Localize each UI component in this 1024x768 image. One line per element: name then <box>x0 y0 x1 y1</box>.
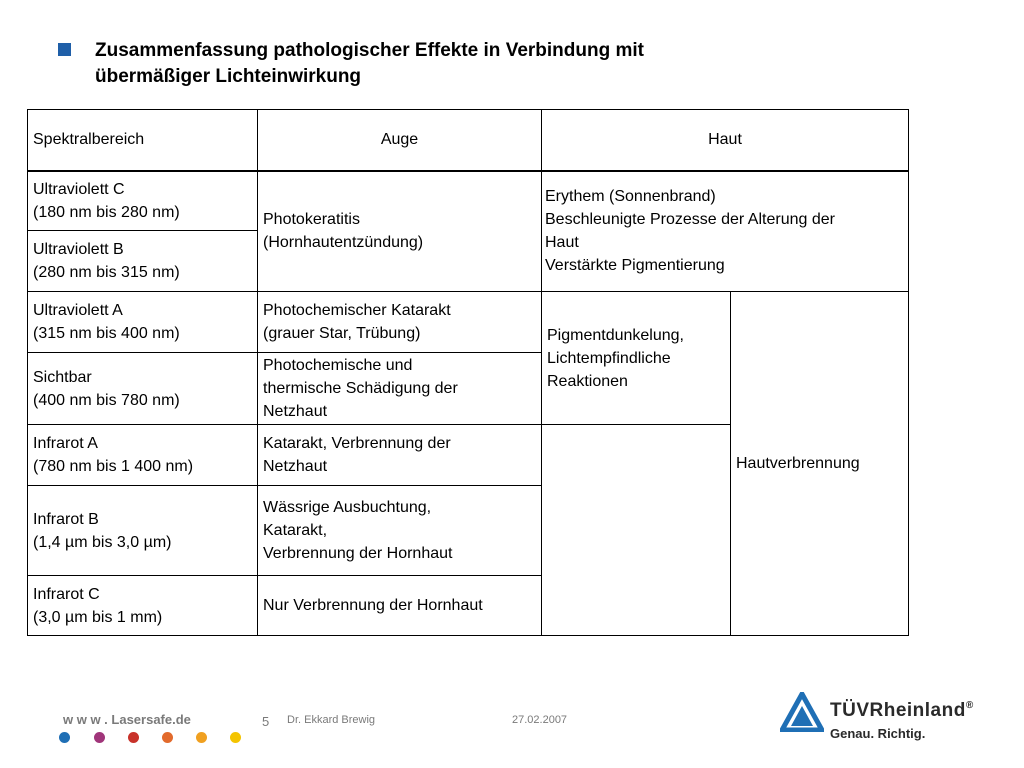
logo-tagline: Genau. Richtig. <box>830 726 926 741</box>
cell-uva-range: Ultraviolett A (315 nm bis 400 nm) <box>28 292 258 353</box>
footer-author: Dr. Ekkard Brewig <box>287 714 376 726</box>
title-line: Zusammenfassung pathologischer Effekte in Verbindung mit <box>95 40 644 61</box>
logo-name: TÜVRheinland® <box>830 700 974 721</box>
dot-icon <box>162 732 173 743</box>
cell-visible-range: Sichtbar (400 nm bis 780 nm) <box>28 353 258 425</box>
cell-irb-range: Infrarot B (1,4 µm bis 3,0 µm) <box>28 486 258 576</box>
page-title <box>95 38 835 90</box>
header-haut: Haut <box>542 110 909 171</box>
title-line: übermäßiger Lichteinwirkung <box>95 66 362 87</box>
cell-burn-skin: Hautverbrennung <box>731 292 909 636</box>
header-spektralbereich: Spektralbereich <box>28 110 258 171</box>
cell-ira-range: Infrarot A (780 nm bis 1 400 nm) <box>28 425 258 486</box>
cell-irc-range: Infrarot C (3,0 µm bis 1 mm) <box>28 576 258 636</box>
page-number: 5 <box>262 714 270 729</box>
cell-irc-eye: Nur Verbrennung der Hornhaut <box>258 576 542 636</box>
cell-uvbc-skin: Erythem (Sonnenbrand) Beschleunigte Prozesse der Alterung der Haut Verstärkte Pigmentierung <box>542 171 909 292</box>
footer-date: 27.02.2007 <box>512 714 568 726</box>
cell-ira-eye: Katarakt, Verbrennung der Netzhaut <box>258 425 542 486</box>
footer-url: w w w . Lasersafe.de <box>63 712 191 727</box>
cell-uvc-range: Ultraviolett C (180 nm bis 280 nm) <box>28 171 258 231</box>
dot-icon <box>128 732 139 743</box>
table-row <box>28 292 909 353</box>
tuv-logo <box>780 688 1000 748</box>
table-row <box>28 171 909 231</box>
effects-table <box>27 109 909 636</box>
dot-icon <box>196 732 207 743</box>
dot-icon <box>94 732 105 743</box>
table-header-row <box>28 110 909 171</box>
cell-uva-eye: Photochemischer Katarakt (grauer Star, Trübung) <box>258 292 542 353</box>
triangle-logo-icon <box>780 692 824 732</box>
title-bullet <box>58 43 71 56</box>
cell-visible-eye: Photochemische und thermische Schädigung der Netzhaut <box>258 353 542 425</box>
dot-icon <box>59 732 70 743</box>
cell-uvbc-eye: Photokeratitis (Hornhautentzündung) <box>258 171 542 292</box>
cell-uva-vis-skin: Pigmentdunkelung, Lichtempfindliche Reaktionen <box>542 292 731 425</box>
header-auge: Auge <box>258 110 542 171</box>
cell-ir-skin-empty <box>542 425 731 636</box>
dot-icon <box>230 732 241 743</box>
cell-uvb-range: Ultraviolett B (280 nm bis 315 nm) <box>28 231 258 292</box>
cell-irb-eye: Wässrige Ausbuchtung, Katarakt, Verbrennung der Hornhaut <box>258 486 542 576</box>
